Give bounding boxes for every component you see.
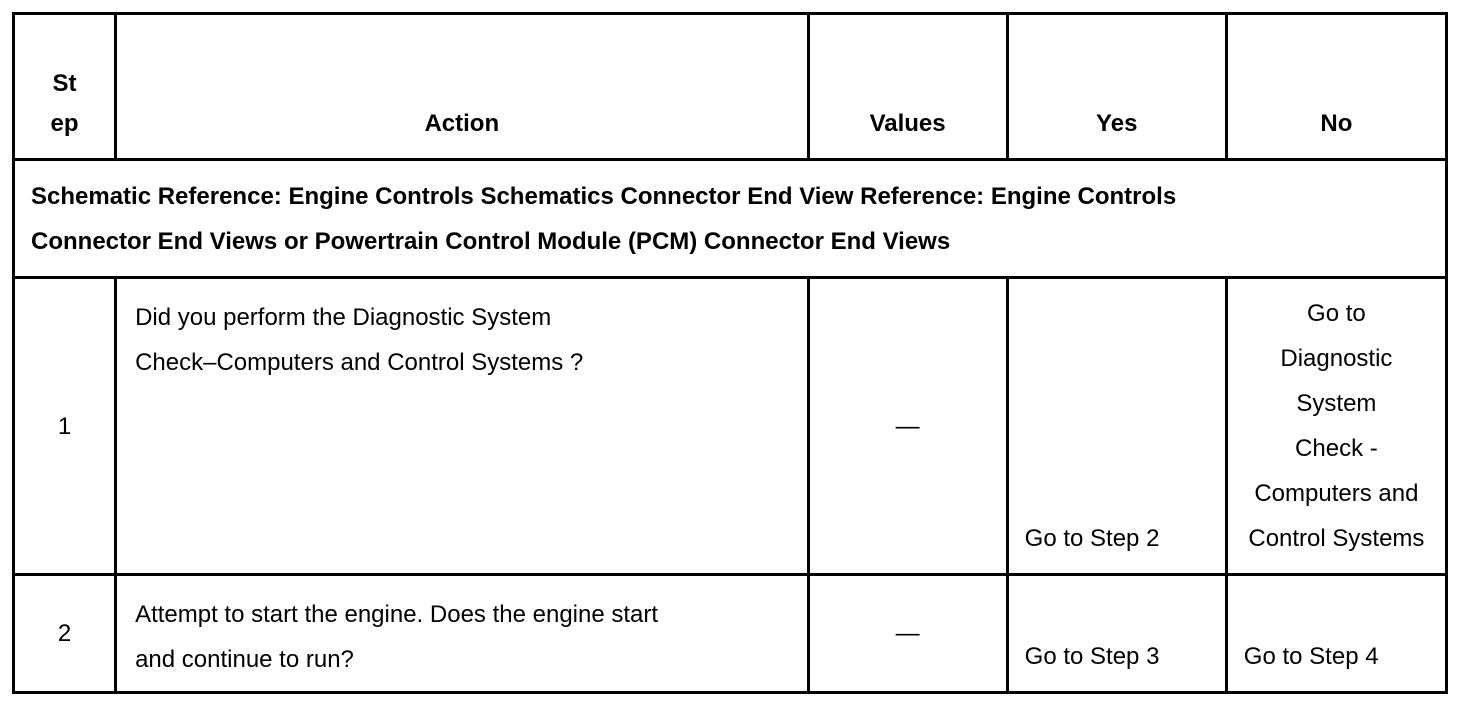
no-line: System — [1296, 390, 1377, 417]
diagnostic-table — [12, 12, 1448, 694]
header-step-line-1: St — [52, 70, 77, 97]
no-cell: Go to Step 4 — [1226, 575, 1446, 693]
header-row — [14, 14, 1447, 160]
action-line-2: and continue to run? — [135, 646, 354, 673]
action-line-2: Check–Computers and Control Systems ? — [135, 349, 584, 376]
table-row — [14, 575, 1447, 693]
action-line-1: Did you perform the Diagnostic System — [135, 304, 552, 331]
no-cell — [1226, 278, 1446, 575]
step-number: 1 — [14, 278, 116, 575]
header-step — [14, 14, 116, 160]
action-cell — [116, 278, 808, 575]
no-line: Computers and — [1254, 480, 1419, 507]
reference-row — [14, 160, 1447, 278]
step-number: 2 — [14, 575, 116, 693]
action-cell — [116, 575, 808, 693]
header-yes: Yes — [1007, 14, 1226, 160]
header-values: Values — [808, 14, 1007, 160]
value-cell: — — [808, 278, 1007, 575]
value-cell: — — [808, 575, 1007, 693]
no-line: Diagnostic — [1280, 345, 1393, 372]
yes-cell: Go to Step 2 — [1007, 278, 1226, 575]
reference-cell — [14, 160, 1447, 278]
no-line: Go to — [1307, 300, 1366, 327]
table-row — [14, 278, 1447, 575]
header-action: Action — [116, 14, 808, 160]
no-line: Control Systems — [1248, 525, 1425, 552]
header-step-line-2: ep — [50, 110, 79, 137]
yes-cell: Go to Step 3 — [1007, 575, 1226, 693]
header-no: No — [1226, 14, 1446, 160]
reference-line-2: Connector End Views or Powertrain Control Module (PCM) Connector End Views — [31, 227, 951, 255]
reference-line-1: Schematic Reference: Engine Controls Schematics Connector End View Reference: Engine Controls — [31, 182, 1177, 210]
no-line: Check - — [1295, 435, 1378, 462]
action-line-1: Attempt to start the engine. Does the engine start — [135, 601, 659, 628]
